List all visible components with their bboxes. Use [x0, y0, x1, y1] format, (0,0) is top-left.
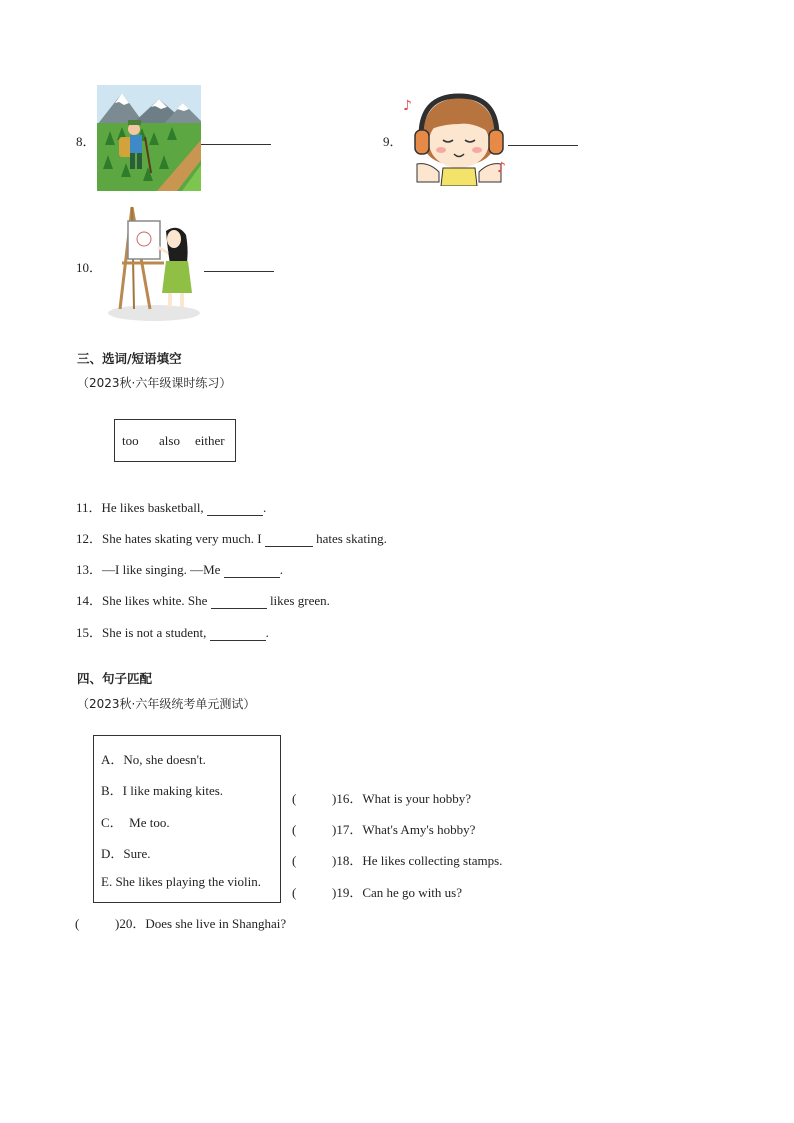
girl-listening-music-picture — [403, 92, 511, 186]
question-8-number: 8． — [76, 134, 96, 149]
question-text: 11．He likes basketball, — [76, 500, 207, 515]
question-13 — [76, 559, 283, 578]
question-text: 20．Does she live in Shanghai? — [119, 916, 287, 931]
answer-blank-10[interactable] — [204, 257, 274, 272]
answer-paren-close: ) — [332, 853, 337, 868]
answer-blank-14[interactable] — [211, 594, 267, 609]
option-a: A．No, she doesn't. — [101, 752, 206, 767]
question-text: . — [279, 562, 283, 577]
options-box — [93, 735, 281, 903]
word-bank-word: too — [122, 433, 139, 448]
question-text: likes green. — [266, 593, 330, 608]
word-bank-word: also — [159, 433, 180, 448]
section-4-source: （2023秋·六年级统考单元测试） — [77, 697, 256, 711]
question-11 — [76, 497, 266, 516]
question-text: 12．She hates skating very much. I — [76, 531, 265, 546]
match-question-20 — [75, 913, 286, 932]
match-question-16 — [292, 788, 471, 807]
question-text: 19．Can he go with us? — [336, 885, 462, 900]
question-14 — [76, 590, 330, 609]
option-c: C． Me too. — [101, 815, 170, 830]
question-12 — [76, 528, 387, 547]
question-10-number: 10． — [76, 260, 103, 275]
word-bank-box — [114, 419, 236, 462]
question-9-number: 9． — [383, 134, 403, 149]
answer-paren-open[interactable]: ( — [292, 885, 297, 900]
answer-paren-open[interactable]: ( — [75, 916, 80, 931]
svg-text:♪: ♪ — [403, 98, 412, 114]
answer-paren-close: ) — [332, 791, 337, 806]
answer-blank-9[interactable] — [508, 131, 578, 146]
match-question-19 — [292, 882, 462, 901]
option-b: B．I like making kites. — [101, 783, 224, 798]
question-text: . — [262, 500, 267, 515]
answer-paren-close: ) — [115, 916, 120, 931]
girl-painting-picture — [104, 205, 202, 321]
section-3-title: 三、选词/短语填空 — [77, 351, 182, 366]
svg-text:♪: ♪ — [497, 160, 506, 176]
answer-paren-open[interactable]: ( — [292, 791, 297, 806]
answer-blank-15[interactable] — [210, 626, 266, 641]
mountain-hiking-picture — [97, 85, 201, 191]
question-text: 18．He likes collecting stamps. — [336, 853, 503, 868]
option-e: E. She likes playing the violin. — [101, 874, 261, 889]
question-text: . — [265, 625, 269, 640]
answer-blank-11[interactable] — [207, 501, 263, 516]
answer-blank-8[interactable] — [201, 130, 271, 145]
section-4-title: 四、句子匹配 — [77, 671, 153, 686]
question-text: hates skating. — [312, 531, 387, 546]
answer-paren-close: ) — [332, 885, 337, 900]
option-d: D．Sure. — [101, 846, 151, 861]
match-question-18 — [292, 850, 502, 869]
question-text: 13．—I like singing. —Me — [76, 562, 224, 577]
answer-paren-open[interactable]: ( — [292, 822, 297, 837]
answer-paren-open[interactable]: ( — [292, 853, 297, 868]
question-text: 16．What is your hobby? — [336, 791, 472, 806]
answer-blank-13[interactable] — [224, 563, 280, 578]
question-text: 17．What's Amy's hobby? — [336, 822, 476, 837]
answer-blank-12[interactable] — [265, 532, 313, 547]
question-text: 14．She likes white. She — [76, 593, 211, 608]
answer-paren-close: ) — [332, 822, 337, 837]
question-15 — [76, 622, 269, 641]
section-3-source: （2023秋·六年级课时练习） — [77, 376, 232, 390]
match-question-17 — [292, 819, 475, 838]
question-text: 15．She is not a student, — [76, 625, 210, 640]
word-bank-word: either — [195, 433, 225, 448]
